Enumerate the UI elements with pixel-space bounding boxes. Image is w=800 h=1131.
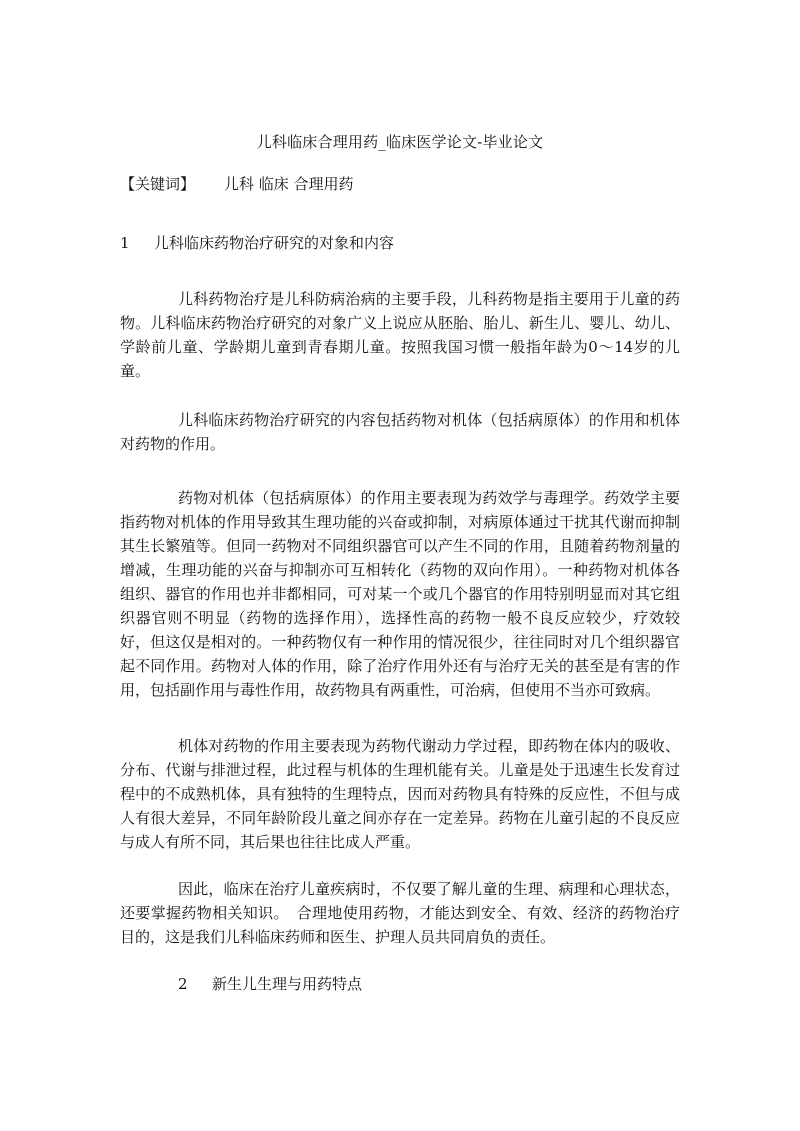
section-1-title: 儿科临床药物治疗研究的对象和内容: [154, 234, 395, 252]
keywords-label: 【关键词】: [120, 175, 196, 193]
paragraph-4: 机体对药物的作用主要表现为药物代谢动力学过程，即药物在体内的吸收、分布、代谢与排泄过程，此过程与机体的生理机能有关。儿童是处于迅速生长发育过程中的不成熟机体，具有独特的生理特点，因而对药物具有特殊的反应性，不但与成人有很大差异，不同年龄阶段儿童之间亦存在一定差异。药物在儿童引起的不良反应与成人有所不同，其后果也往往比成人严重。: [120, 737, 680, 851]
paragraph-2: 儿科临床药物治疗研究的内容包括药物对机体（包括病原体）的作用和机体对药物的作用。: [120, 411, 680, 453]
section-1-heading: [120, 232, 394, 254]
keywords-value: 儿科 临床 合理用药: [224, 175, 354, 193]
keywords-line: [120, 173, 354, 195]
section-2-title: 新生儿生理与用药特点: [212, 975, 363, 993]
section-2-number: 2: [178, 975, 188, 993]
paragraph-1: 儿科药物治疗是儿科防病治病的主要手段，儿科药物是指主要用于儿童的药物。儿科临床药物治疗研究的对象广义上说应从胚胎、胎儿、新生儿、婴儿、幼儿、学龄前儿童、学龄期儿童到青春期儿童。按照我国习惯一般指年龄为0～14岁的儿童。: [120, 290, 680, 380]
section-2-heading: [178, 973, 362, 995]
document-title: 儿科临床合理用药_临床医学论文-毕业论文: [256, 133, 544, 151]
section-1-number: 1: [120, 234, 130, 252]
paragraph-5: 因此，临床在治疗儿童疾病时，不仅要了解儿童的生理、病理和心理状态，还要掌握药物相关知识。 合理地使用药物，才能达到安全、有效、经济的药物治疗目的，这是我们儿科临床药师和医生、护理人员共同肩负的责任。: [120, 880, 680, 946]
paragraph-3: 药物对机体（包括病原体）的作用主要表现为药效学与毒理学。药效学主要指药物对机体的作用导致其生理功能的兴奋或抑制，对病原体通过干扰其代谢而抑制其生长繁殖等。但同一药物对不同组织器官可以产生不同的作用，且随着药物剂量的增减，生理功能的兴奋与抑制亦可互相转化（药物的双向作用）。一种药物对机体各组织、器官的作用也并非都相同，可对某一个或几个器官的作用特别明显而对其它组织器官则不明显（药物的选择作用），选择性高的药物一般不良反应较少，疗效较好，但这仅是相对的。一种药物仅有一种作用的情况很少，往往同时对几个组织器官起不同作用。药物对人体的作用，除了治疗作用外还有与治疗无关的甚至是有害的作用，包括副作用与毒性作用，故药物具有两重性，可治病，但使用不当亦可致病。: [120, 489, 680, 699]
